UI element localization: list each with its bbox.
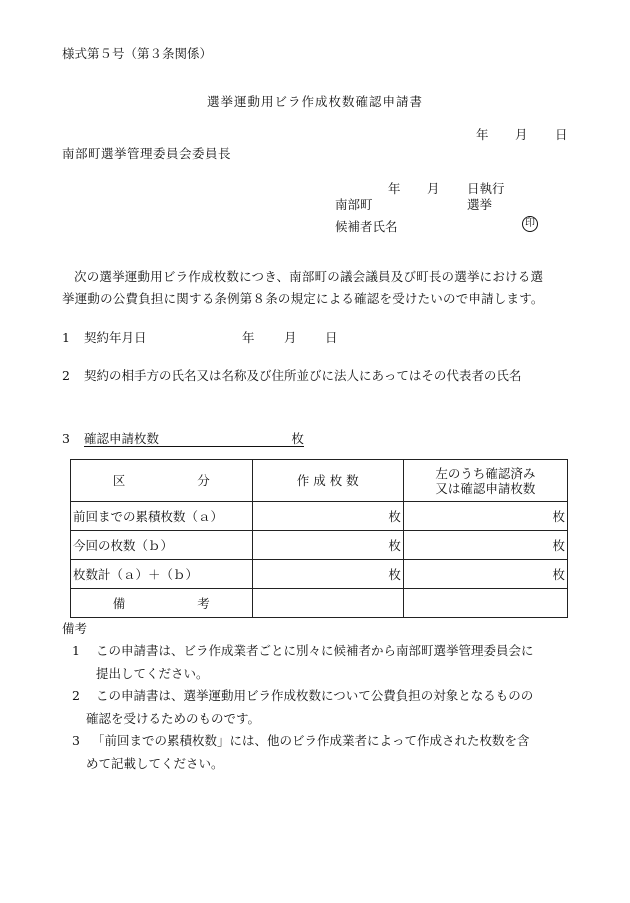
remark-line-2: 確認を受けるためのものです。: [86, 711, 261, 726]
remark-number: 1: [72, 643, 80, 658]
election-day-exec-label: 日執行: [467, 181, 505, 196]
item-label: 契約年月日: [83, 330, 147, 345]
remarks-label-a: 備: [112, 595, 126, 611]
requested-count-item: [62, 431, 304, 447]
election-label: 選挙: [467, 197, 493, 212]
statement-line-2: 挙運動の公費負担に関する条例第８条の規定による確認を受けたいので申請します。: [62, 291, 544, 306]
date-year-label: 年: [476, 127, 489, 142]
candidate-name-label: 候補者氏名: [335, 219, 398, 234]
confirmed-header-line-1: 左のうち確認済み: [435, 465, 536, 481]
remarks-row-label: [71, 589, 253, 618]
confirmed-count-cell: 枚: [403, 502, 567, 531]
application-statement: [62, 266, 572, 310]
contract-date-item: [62, 330, 338, 345]
statement-line-1: 次の選挙運動用ビラ作成枚数につき、南部町の議会議員及び町長の選挙における選: [74, 269, 544, 284]
seal-mark: 印: [522, 216, 538, 232]
item-number: 3: [62, 431, 70, 446]
item-number: 2: [62, 368, 70, 383]
category-header-a: 区: [112, 473, 126, 488]
contract-year-label: 年: [242, 330, 255, 345]
remarks-cell-confirmed: [403, 589, 567, 618]
remark-item: [72, 639, 568, 685]
remark-line-1: この申請書は、選挙運動用ビラ作成枚数について公費負担の対象となるものの: [95, 688, 534, 703]
addressee: 南部町選挙管理委員会委員長: [62, 146, 232, 161]
category-header-b: 分: [197, 473, 210, 488]
remark-item: [72, 729, 568, 775]
remark-line-1: この申請書は、ビラ作成業者ごとに別々に候補者から南部町選挙管理委員会に: [95, 643, 534, 658]
confirmed-count-cell: 枚: [403, 560, 567, 589]
created-count-header: 作 成 枚 数: [252, 460, 403, 502]
count-table: [70, 459, 568, 618]
remark-number: 3: [72, 733, 80, 748]
row-label: 今回の枚数（ｂ）: [71, 531, 253, 560]
item-label: 確認申請枚数: [83, 431, 159, 446]
item-number: 1: [62, 330, 70, 345]
requested-count-unit: 枚: [291, 431, 304, 446]
date-day-label: 日: [555, 127, 568, 142]
confirmed-count-header: [403, 460, 567, 502]
confirmed-header-line-2: 又は確認申請枚数: [435, 480, 536, 496]
remark-line-1: 「前回までの累積枚数」には、他のビラ作成業者によって作成された枚数を含: [91, 733, 530, 748]
created-count-cell: 枚: [252, 560, 403, 589]
remark-item: [72, 684, 568, 730]
table-row: [71, 502, 568, 531]
town-name: 南部町: [335, 197, 373, 212]
remark-number: 2: [72, 688, 80, 703]
remarks-cell-created: [252, 589, 403, 618]
category-header: [71, 460, 253, 502]
election-year-label: 年: [388, 181, 401, 196]
contract-month-label: 月: [284, 330, 297, 345]
remarks-label-b: 考: [197, 595, 210, 611]
table-header-row: [71, 460, 568, 502]
created-count-cell: 枚: [252, 531, 403, 560]
election-month-label: 月: [427, 181, 440, 196]
date-month-label: 月: [515, 127, 528, 142]
table-row: [71, 531, 568, 560]
item-label: 契約の相手方の氏名又は名称及び住所並びに法人にあってはその代表者の氏名: [83, 368, 522, 383]
confirmed-count-cell: 枚: [403, 531, 567, 560]
requested-count-field: [84, 431, 304, 447]
row-label: 枚数計（ａ）＋（ｂ）: [71, 560, 253, 589]
row-label: 前回までの累積枚数（ａ）: [71, 502, 253, 531]
table-row: [71, 560, 568, 589]
remark-line-2: めて記載してください。: [86, 756, 224, 771]
remarks-row: [71, 589, 568, 618]
created-count-cell: 枚: [252, 502, 403, 531]
contract-party-item: [62, 368, 521, 383]
contract-day-label: 日: [325, 330, 338, 345]
remark-line-2: 提出してください。: [96, 666, 209, 681]
remarks-heading: 備考: [62, 621, 88, 636]
document-title: 選挙運動用ビラ作成枚数確認申請書: [206, 94, 423, 109]
form-number: 様式第５号（第３条関係）: [62, 46, 213, 61]
